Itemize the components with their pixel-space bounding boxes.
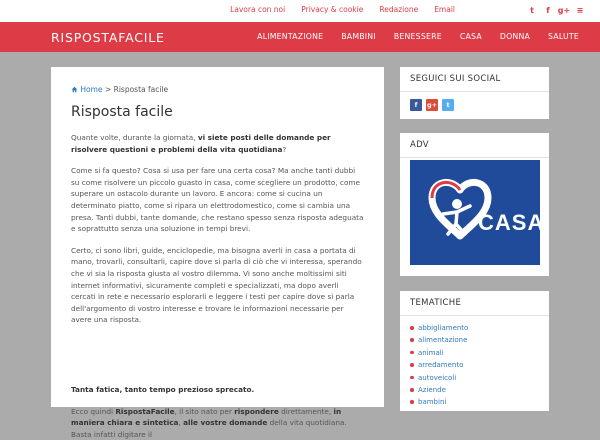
menu-item-bambini[interactable]: BAMBINI [332, 32, 385, 41]
sidebar-adv-widget [400, 133, 549, 276]
google-plus-icon[interactable]: g+ [556, 4, 572, 18]
breadcrumb-current: Risposta facile [114, 85, 169, 94]
main-navbar [0, 22, 600, 52]
top-link-privacy[interactable]: Privacy & cookie [301, 5, 363, 14]
adv-widget-title: ADV [400, 133, 549, 158]
breadcrumb [71, 85, 364, 94]
tematiche-widget-title: TEMATICHE [400, 291, 549, 316]
tematiche-list [400, 316, 549, 409]
paragraph-questions: Come si fa questo? Cosa si usa per fare una certa cosa? Ma anche tanti dubbi su come risolvere un piccolo guasto in casa, come scegliere un prodotto, come superare un ostacolo durante un lavoro. E ancora: come si cucina un determinato piatto, come si ripara un elettrodomestico, come si cambia una presa. Tanti dubbi, tante domande, che restano spesso senza risposta adeguata e soprattutto senza una soluzione in tempi brevi. [71, 165, 364, 235]
rss-icon[interactable]: ≡ [572, 4, 588, 18]
casa-logo-icon [410, 160, 540, 265]
menu-item-alimentazione[interactable]: ALIMENTAZIONE [248, 32, 332, 41]
top-link-lavora[interactable]: Lavora con noi [230, 5, 285, 14]
menu-item-casa[interactable]: CASA [451, 32, 491, 41]
top-link-redazione[interactable]: Redazione [379, 5, 418, 14]
social-widget-title: SEGUICI SUI SOCIAL [400, 67, 549, 92]
google-plus-icon[interactable]: g+ [426, 99, 438, 111]
ad-spacer [71, 336, 364, 384]
tematiche-item-abbigliamento[interactable]: abbigliamento [418, 322, 539, 334]
tematiche-item-alimentazione[interactable]: alimentazione [418, 334, 539, 346]
adv-banner[interactable] [410, 160, 540, 265]
tematiche-item-aziende[interactable]: Aziende [418, 384, 539, 396]
twitter-icon[interactable]: t [524, 4, 540, 18]
main-content [51, 67, 384, 407]
paragraph-fatica: Tanta fatica, tanto tempo prezioso sprecato. [71, 384, 364, 396]
top-links [230, 5, 455, 14]
top-social-icons [524, 4, 588, 18]
sidebar-social-widget [400, 67, 549, 119]
facebook-icon[interactable]: f [540, 4, 556, 18]
tematiche-item-animali[interactable]: animali [418, 347, 539, 359]
main-menu [248, 32, 588, 41]
home-icon [71, 86, 78, 93]
breadcrumb-home[interactable]: Home [80, 85, 102, 94]
tematiche-item-bambini[interactable]: bambini [418, 396, 539, 408]
sidebar-tematiche-widget [400, 291, 549, 411]
breadcrumb-separator: > [105, 85, 111, 94]
paragraph-sources: Certo, ci sono libri, guide, enciclopedie, ma bisogna averli in casa a portata di mano, trovarli, consultarli, capire dove si parla di ciò che vi interessa, sperando che vi sia la risposta giusta al vostro dilemma. Vi sono anche moltissimi siti internet informativi, sicuramente completi e specializzati, ma dopo averli cercati in rete e necessario esplorarli e leggere i testi per capire dove si parla dell'argomento di vostro interesse e trovare le informazioni necessarie per avere una risposta. [71, 245, 364, 326]
tematiche-item-arredamento[interactable]: arredamento [418, 359, 539, 371]
menu-item-benessere[interactable]: BENESSERE [385, 32, 451, 41]
menu-item-salute[interactable]: SALUTE [539, 32, 588, 41]
twitter-icon[interactable]: t [442, 99, 454, 111]
intro-paragraph: Quante volte, durante la giornata, vi siete posti delle domande per risolvere questioni e problemi della vita quotidiana? [71, 132, 364, 155]
top-link-email[interactable]: Email [434, 5, 455, 14]
paragraph-rispostafacile: Ecco quindi RispostaFacile, il sito nato per rispondere direttamente, in maniera chiara e sintetica, alle vostre domande della vita quotidiana. Basta infatti digitare il [71, 406, 364, 440]
site-logo[interactable]: RISPOSTAFACILE [51, 30, 165, 45]
tematiche-item-autoveicoli[interactable]: autoveicoli [418, 372, 539, 384]
social-icons [400, 92, 549, 118]
page-title: Risposta facile [71, 104, 364, 120]
top-bar [0, 0, 600, 22]
menu-item-donna[interactable]: DONNA [491, 32, 539, 41]
facebook-icon[interactable]: f [410, 99, 422, 111]
svg-text:CASA: CASA [478, 210, 544, 235]
